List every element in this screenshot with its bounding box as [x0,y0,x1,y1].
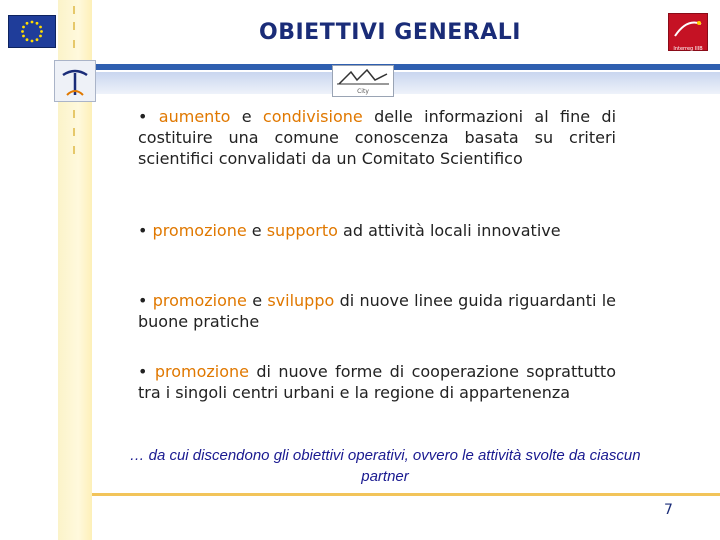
program-logo [54,60,96,102]
highlight-term: promozione [152,221,247,240]
band-tick [73,22,75,30]
bullet-marker: • [138,362,148,381]
highlight-term: promozione [152,291,247,310]
header-gradient [92,72,720,94]
band-tick [73,146,75,154]
band-tick [73,6,75,14]
bullet-paragraph-3 [138,290,616,332]
bullet-text: e [230,107,263,126]
highlight-term: aumento [158,107,231,126]
bullet-text: delle informazioni al fine di costituire una comune conoscenza basata su criteri scientifici convalidati da un Comitato Scientifico [138,107,617,168]
bullet-text: e [246,221,267,240]
bullet-marker: • [138,291,148,310]
highlight-term: sviluppo [267,291,335,310]
bullet-marker: • [138,107,148,126]
city-logo-text: City [357,88,369,95]
bullet-text: e [246,291,268,310]
header-bar [92,64,720,70]
closing-statement: … da cui discendono gli obiettivi operativi, ovvero le attività svolte da ciascun partner [129,447,641,485]
highlight-term: promozione [154,362,249,381]
band-tick [73,128,75,136]
bullet-paragraph-1 [138,106,616,169]
band-tick [73,110,75,118]
bullet-marker: • [138,221,148,240]
footer-divider [92,493,720,496]
band-tick [73,40,75,48]
highlight-term: supporto [266,221,338,240]
eu-flag-logo [8,15,56,48]
bullet-paragraph-4 [138,361,616,403]
city-logo [332,65,394,97]
page-number: 7 [664,502,673,518]
bullet-paragraph-2 [138,220,616,241]
interreg-label: Interreg IIIB [673,46,703,52]
bullet-text: di nuove forme di cooperazione soprattutto tra i singoli centri urbani e la regione di appartenenza [138,362,616,402]
highlight-term: condivisione [262,107,363,126]
bullet-text: di nuove linee guida riguardanti le buone pratiche [138,291,616,331]
bullet-text: ad attività locali innovative [337,221,561,240]
interreg-logo [668,13,708,51]
page-title: OBIETTIVI GENERALI [259,20,521,45]
